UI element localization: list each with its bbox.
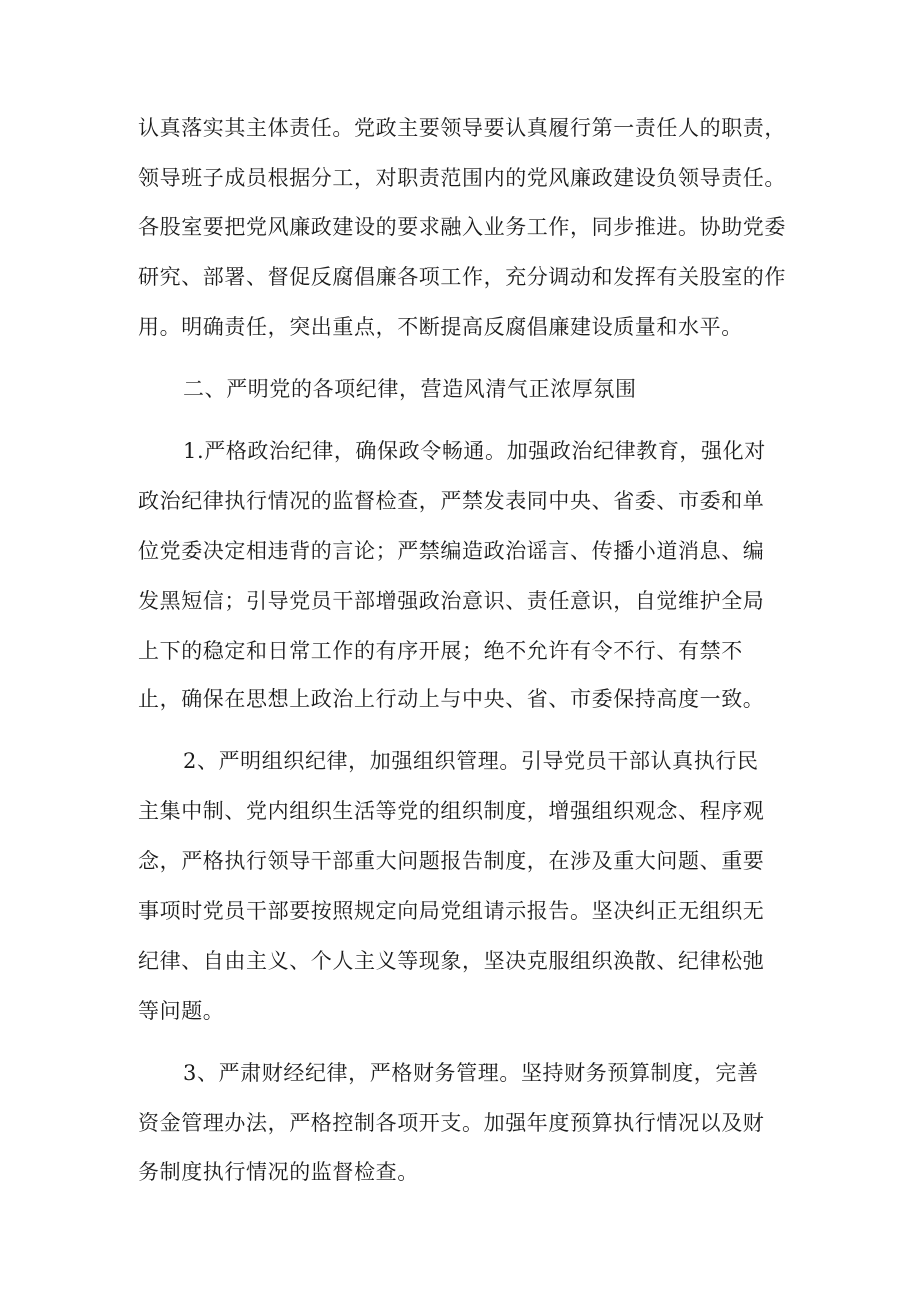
text-line: 纪律、自由主义、个人主义等现象，坚决克服组织涣散、纪律松弛 — [138, 949, 765, 973]
text-line: 各股室要把党风廉政建设的要求融入业务工作，同步推进。协助党委 — [138, 215, 786, 239]
text-line: 主集中制、党内组织生活等党的组织制度，增强组织观念、程序观 — [138, 799, 765, 823]
text-line: 认真落实其主体责任。党政主要领导要认真履行第一责任人的职责， — [138, 116, 786, 140]
text-line: 位党委决定相违背的言论；严禁编造政治谣言、传播小道消息、编 — [138, 539, 765, 563]
text-line: 事项时党员干部要按照规定向局党组请示报告。坚决纠正无组织无 — [138, 899, 765, 923]
text-line: 3、严肃财经纪律，严格财务管理。坚持财务预算制度，完善 — [183, 1061, 759, 1085]
text-line: 上下的稳定和日常工作的有序开展；绝不允许有令不行、有禁不 — [138, 639, 743, 663]
text-line: 发黑短信；引导党员干部增强政治意识、责任意识，自觉维护全局 — [138, 589, 765, 613]
text-line: 务制度执行情况的监督检查。 — [138, 1160, 419, 1184]
section-heading: 二、严明党的各项纪律，营造风清气正浓厚氛围 — [183, 377, 637, 401]
text-line: 研究、部署、督促反腐倡廉各项工作，充分调动和发挥有关股室的作 — [138, 265, 786, 289]
text-line: 止，确保在思想上政治上行动上与中央、省、市委保持高度一致。 — [138, 687, 765, 711]
text-line: 2、严明组织纪律，加强组织管理。引导党员干部认真执行民 — [183, 749, 759, 773]
text-line: 领导班子成员根据分工，对职责范围内的党风廉政建设负领导责任。 — [138, 166, 786, 190]
text-line: 资金管理办法，严格控制各项开支。加强年度预算执行情况以及财 — [138, 1111, 765, 1135]
text-line: 政治纪律执行情况的监督检查，严禁发表同中央、省委、市委和单 — [138, 489, 765, 513]
text-line: 念，严格执行领导干部重大问题报告制度，在涉及重大问题、重要 — [138, 849, 765, 873]
text-line: 1.严格政治纪律，确保政令畅通。加强政治纪律教育，强化对 — [183, 439, 766, 463]
text-line: 等问题。 — [138, 999, 225, 1023]
text-line: 用。明确责任，突出重点，不断提高反腐倡廉建设质量和水平。 — [138, 315, 743, 339]
